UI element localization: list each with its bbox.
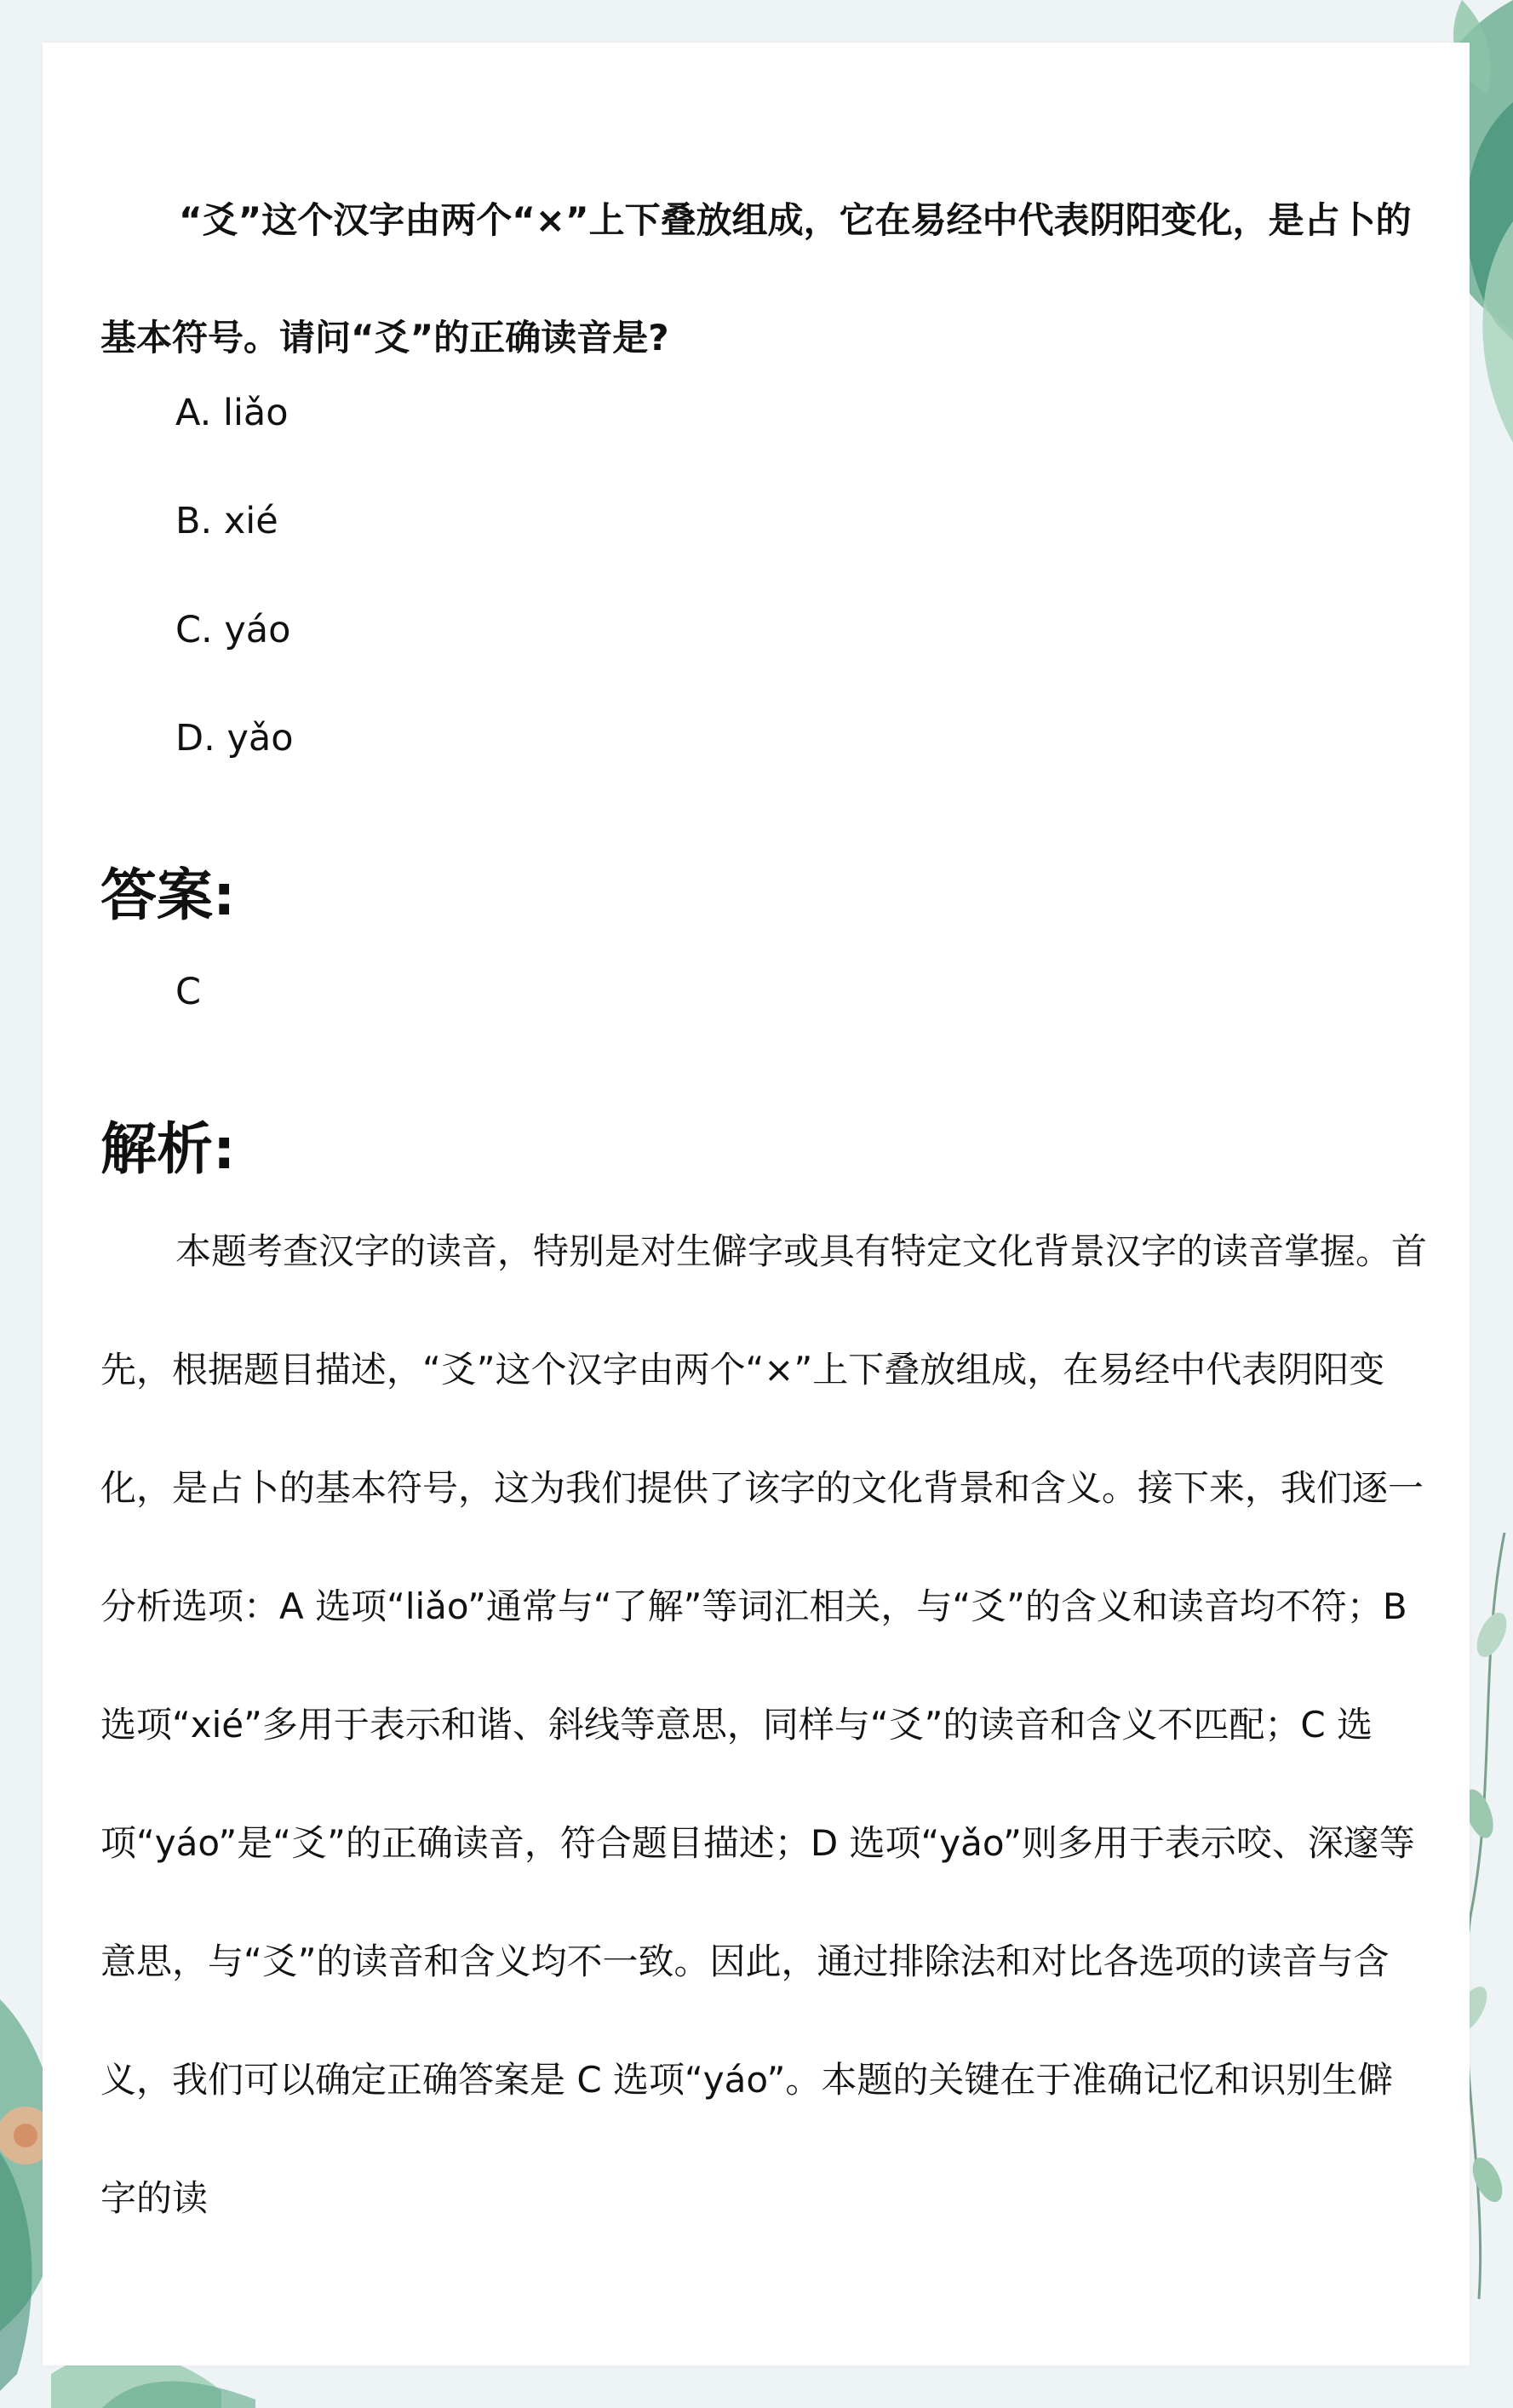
option-a: A. liǎo <box>175 392 289 434</box>
answer-heading: 答案: <box>100 863 236 928</box>
answer-value: C <box>175 971 202 1013</box>
option-b: B. xié <box>175 500 278 542</box>
option-d: D. yǎo <box>175 717 294 760</box>
document-page <box>43 43 1470 2365</box>
question-text: “爻”这个汉字由两个“×”上下叠放组成，它在易经中代表阴阳变化，是占卜的基本符号。请问“爻”的正确读音是? <box>100 199 1412 358</box>
analysis-heading: 解析: <box>100 1116 236 1182</box>
analysis-text: 本题考查汉字的读音，特别是对生僻字或具有特定文化背景汉字的读音掌握。首先，根据题目描述，“爻”这个汉字由两个“×”上下叠放组成，在易经中代表阴阳变化，是占卜的基本符号，这为我们提供了该字的文化背景和含义。接下来，我们逐一分析选项：A 选项“liǎo”通常与“了解”等词汇相关，与“爻”的含义和读音均不符；B 选项“xié”多用于表示和谐、斜线等意思，同样与“爻”的读音和含义不匹配；C 选项“yáo”是“爻”的正确读音，符合题目描述；D 选项“yǎo”则多用于表示咬、深邃等意思，与“爻”的读音和含义均不一致。因此，通过排除法和对比各选项的读音与含义，我们可以确定正确答案是 C 选项“yáo”。本题的关键在于准确记忆和识别生僻字的读 <box>100 1230 1428 2219</box>
option-c: C. yáo <box>175 609 291 651</box>
